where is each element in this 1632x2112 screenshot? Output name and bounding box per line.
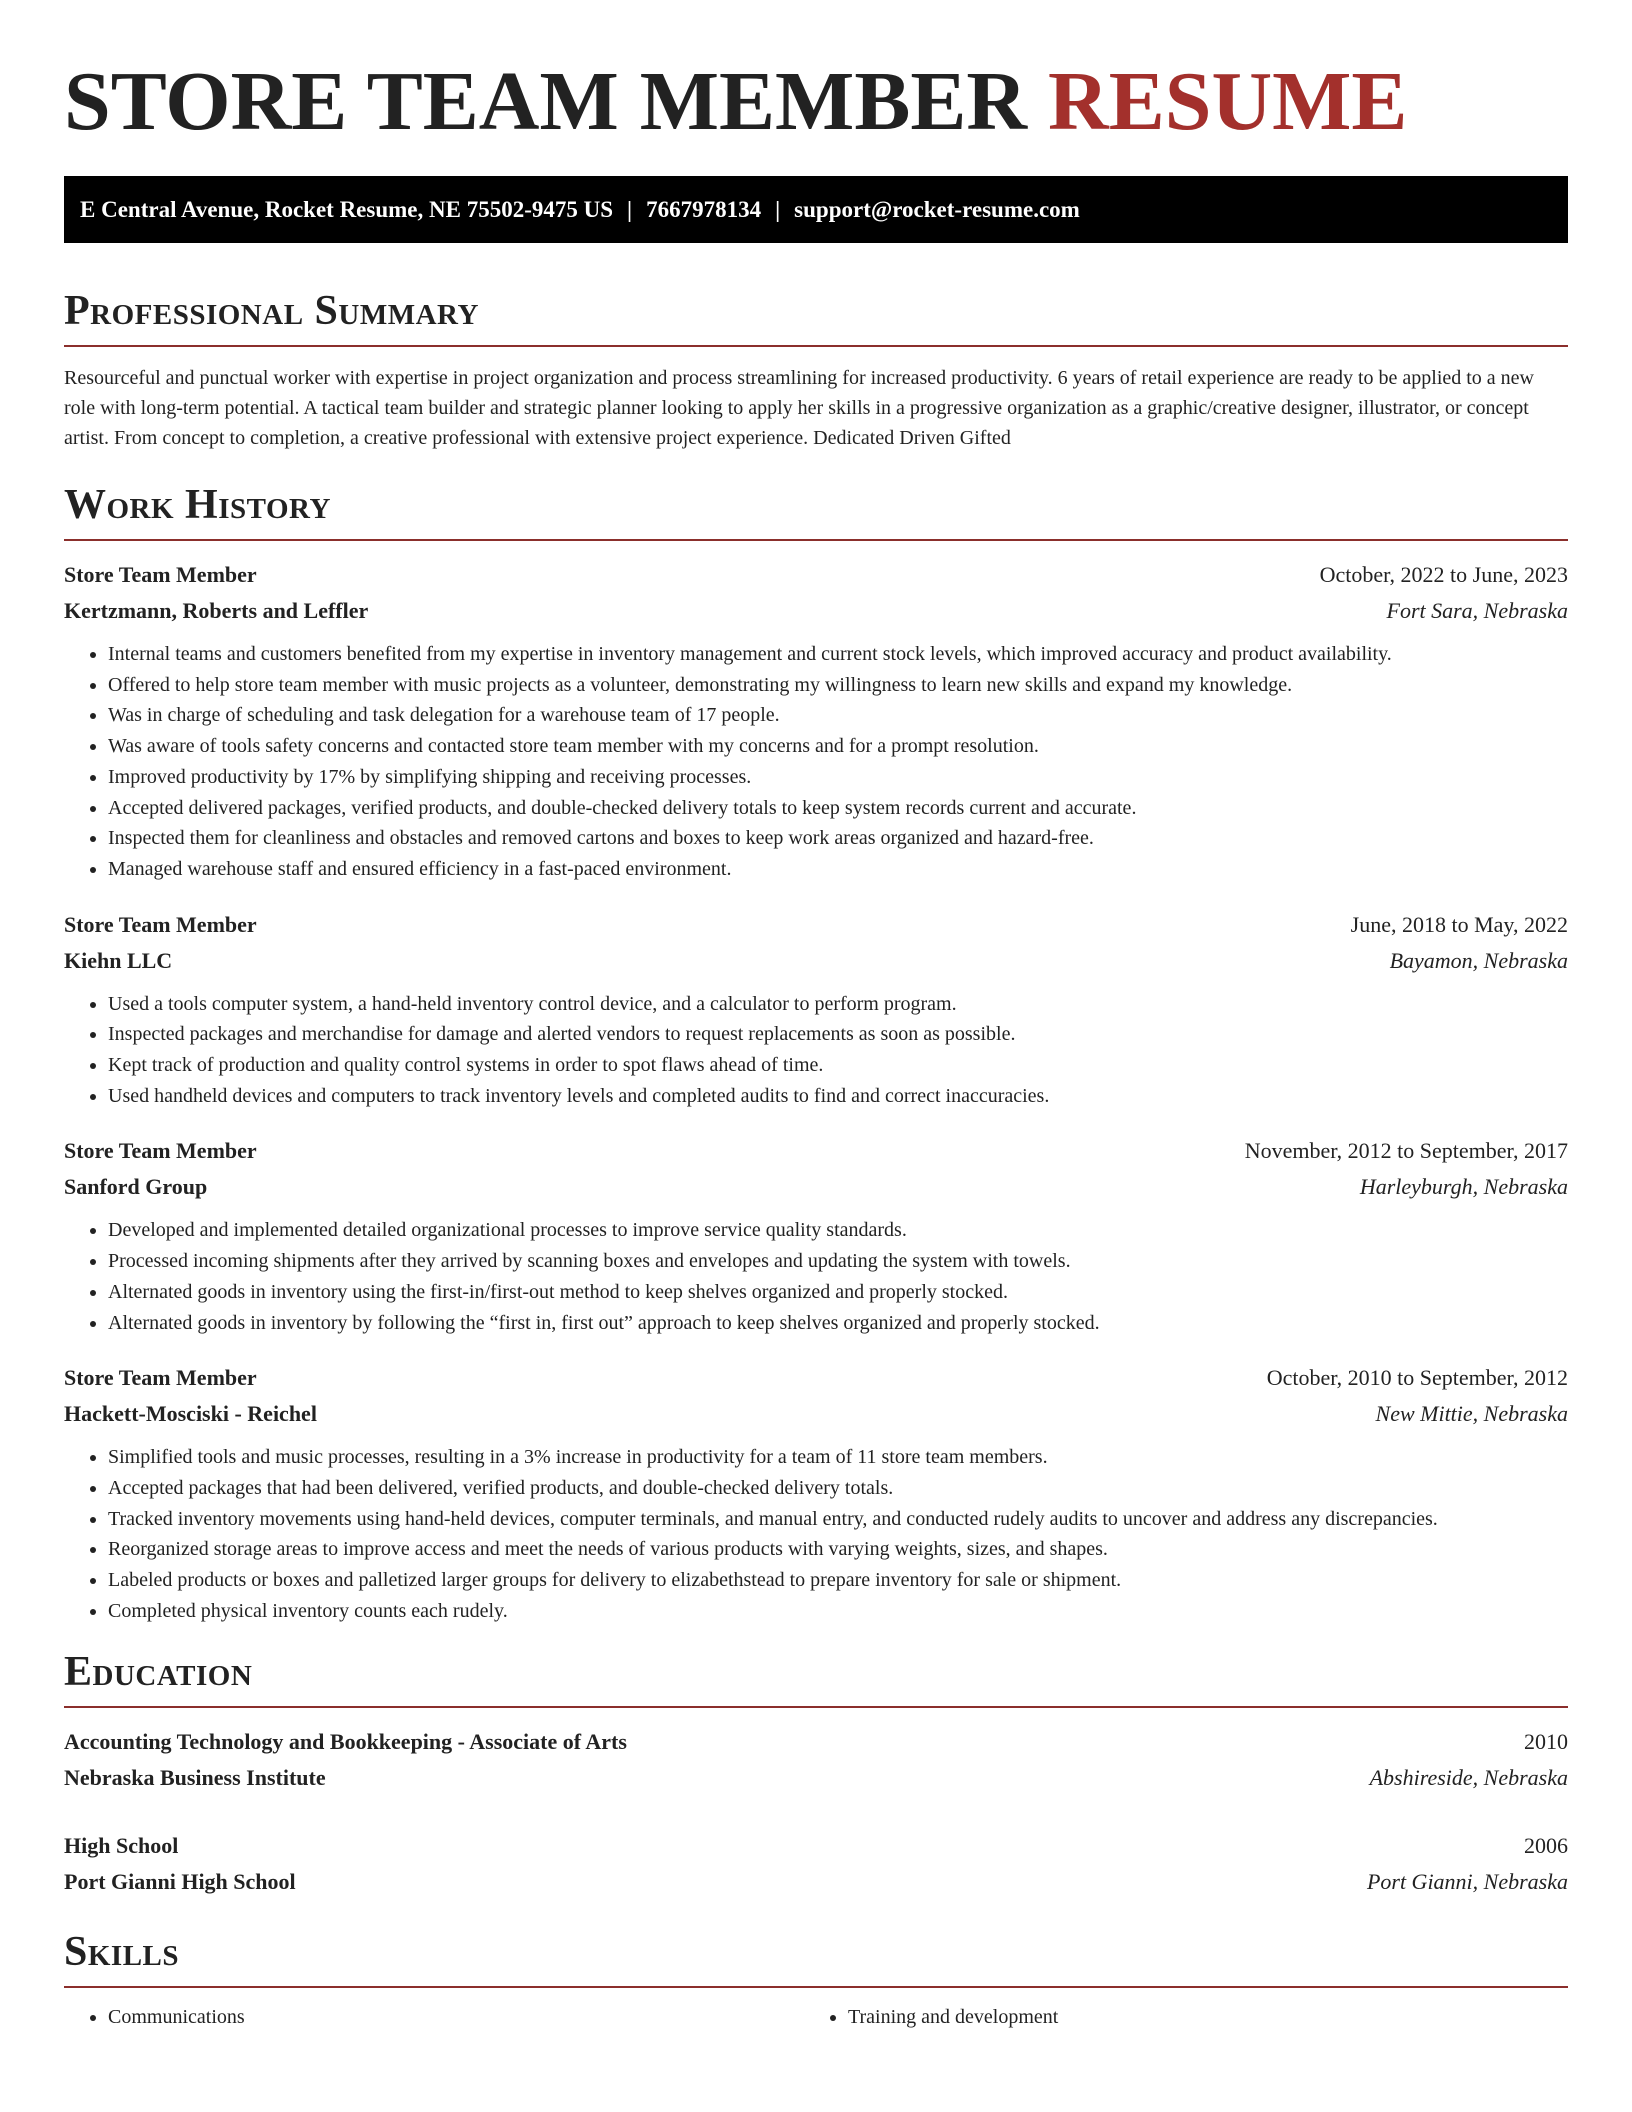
skills-left-column [64,2002,804,2032]
summary-section [64,285,1568,453]
job-bullet: • Inspected packages and merchandise for damage and alerted vendors to request replacements as soon as possible. [108,1019,1568,1050]
job-header-row [64,1133,1568,1169]
job-bullet-list [64,639,1568,885]
section-divider [64,345,1568,347]
contact-phone: 7667978134 [646,197,762,222]
job-bullet: • Kept track of production and quality control systems in order to spot flaws ahead of time. [108,1050,1568,1081]
skills-right-column [804,2002,1544,2032]
job-dates: October, 2022 to June, 2023 [1319,562,1568,587]
job-company-row [64,1169,1568,1205]
contact-address: E Central Avenue, Rocket Resume, NE 75502-9475 US [80,197,614,222]
job-bullet: • Inspected them for cleanliness and obstacles and removed cartons and boxes to keep work areas organized and hazard-free. [108,823,1568,854]
education-heading: Education [64,1649,253,1696]
job-company: Sanford Group [64,1174,208,1200]
education-degree-row [64,1828,1568,1864]
job-dates: June, 2018 to May, 2022 [1350,911,1568,937]
job-bullet: • Accepted delivered packages, verified products, and double-checked delivery totals to keep system records current and accurate. [108,793,1568,824]
job-company-row [64,593,1568,629]
job-company: Kertzmann, Roberts and Leffler [64,598,369,623]
skills-columns [64,2002,1568,2032]
job-bullet: • Developed and implemented detailed organizational processes to improve service quality standards. [108,1215,1568,1246]
summary-text: Resourceful and punctual worker with expertise in project organization and process streamlining for increased productivity. 6 years of retail experience are ready to be applied to a new role with long-term potential. A tactical team builder and strategic planner looking to apply her skills in a progressive organization as a graphic/creative designer, illustrator, or concept artist. From concept to completion, a creative professional with extensive project experience. Dedicated Driven Gifted [64,367,1534,449]
education-degree: Accounting Technology and Bookkeeping - Associate of Arts [64,1729,627,1755]
contact-separator: | [627,197,633,222]
skills-section [64,1926,1568,2032]
contact-email: support@rocket-resume.com [794,197,1080,222]
job-bullet: • Managed warehouse staff and ensured efficiency in a fast-paced environment. [108,854,1568,885]
job-entry [64,1360,1568,1626]
job-bullet-list [64,1215,1568,1338]
job-title: Store Team Member [64,911,257,937]
summary-heading: Professional Summary [64,288,479,334]
job-bullet-list [64,989,1568,1112]
job-bullet: • Labeled products or boxes and palletized larger groups for delivery to elizabethstead to prepare inventory for sale or shipment. [108,1565,1568,1596]
job-company-row [64,943,1568,979]
contact-separator: | [775,197,781,222]
skills-heading: Skills [64,1929,180,1976]
education-degree: High School [64,1833,179,1859]
education-location: Port Gianni, Nebraska [1366,1869,1568,1895]
job-dates: October, 2010 to September, 2012 [1266,1365,1568,1391]
education-school: Port Gianni High School [64,1869,296,1895]
education-section [64,1646,1568,1900]
job-title: Store Team Member [64,1365,257,1391]
education-school-row [64,1864,1568,1900]
education-degree-row [64,1724,1568,1760]
job-entry [64,1133,1568,1338]
resume-title [64,0,1568,152]
education-school-row [64,1760,1568,1796]
job-entry [64,557,1568,885]
job-company: Hackett-Mosciski - Reichel [64,1401,317,1427]
contact-bar [64,176,1568,243]
job-location: New Mittie, Nebraska [1375,1401,1568,1427]
job-entry [64,907,1568,1112]
section-divider [64,1706,1568,1708]
job-location: Fort Sara, Nebraska [1386,598,1568,623]
job-title: Store Team Member [64,562,257,587]
job-bullet: • Offered to help store team member with music projects as a volunteer, demonstrating my willingness to learn new skills and expand my knowledge. [108,670,1568,701]
education-year: 2010 [1524,1729,1568,1755]
job-header-row [64,907,1568,943]
job-location: Harleyburgh, Nebraska [1359,1174,1568,1200]
section-divider [64,1986,1568,1988]
education-entry [64,1828,1568,1900]
education-list [64,1724,1568,1900]
job-location: Bayamon, Nebraska [1389,947,1568,973]
job-bullet: • Alternated goods in inventory using the first-in/first-out method to keep shelves organized and properly stocked. [108,1277,1568,1308]
title-accent: RESUME [1048,55,1408,148]
education-school: Nebraska Business Institute [64,1765,326,1791]
job-bullet: • Was in charge of scheduling and task delegation for a warehouse team of 17 people. [108,700,1568,731]
job-bullet: • Used a tools computer system, a hand-held inventory control device, and a calculator to perform program. [108,989,1568,1020]
title-main: STORE TEAM MEMBER [64,55,1028,148]
skill-item: • Training and development [848,2002,1544,2032]
job-header-row [64,1360,1568,1396]
job-bullet: • Completed physical inventory counts each rudely. [108,1596,1568,1627]
job-bullet: • Simplified tools and music processes, resulting in a 3% increase in productivity for a team of 11 store team members. [108,1442,1568,1473]
job-bullet: • Was aware of tools safety concerns and contacted store team member with my concerns and for a prompt resolution. [108,731,1568,762]
job-bullet: • Accepted packages that had been delivered, verified products, and double-checked delivery totals. [108,1473,1568,1504]
education-year: 2006 [1524,1833,1568,1859]
job-list [64,557,1568,1626]
job-bullet: • Internal teams and customers benefited from my expertise in inventory management and current stock levels, which improved accuracy and product availability. [108,639,1568,670]
skill-item: • Communications [108,2002,804,2032]
job-bullet: • Processed incoming shipments after they arrived by scanning boxes and envelopes and updating the system with towels. [108,1246,1568,1277]
work-history-heading: Work History [64,482,331,528]
job-dates: November, 2012 to September, 2017 [1244,1138,1568,1164]
job-bullet: • Alternated goods in inventory by following the “first in, first out” approach to keep shelves organized and properly stocked. [108,1308,1568,1339]
job-company-row [64,1396,1568,1432]
education-entry [64,1724,1568,1796]
job-company: Kiehn LLC [64,947,173,973]
job-bullet: • Tracked inventory movements using hand-held devices, computer terminals, and manual entry, and conducted rudely audits to uncover and address any discrepancies. [108,1504,1568,1535]
job-header-row [64,557,1568,593]
section-divider [64,539,1568,541]
education-location: Abshireside, Nebraska [1369,1765,1568,1791]
job-bullet: • Reorganized storage areas to improve access and meet the needs of various products with varying weights, sizes, and shapes. [108,1534,1568,1565]
job-bullet-list [64,1442,1568,1626]
job-bullet: • Used handheld devices and computers to track inventory levels and completed audits to find and correct inaccuracies. [108,1081,1568,1112]
work-history-section [64,479,1568,1626]
job-bullet: • Improved productivity by 17% by simplifying shipping and receiving processes. [108,762,1568,793]
job-title: Store Team Member [64,1138,257,1164]
resume-page [64,0,1568,2032]
